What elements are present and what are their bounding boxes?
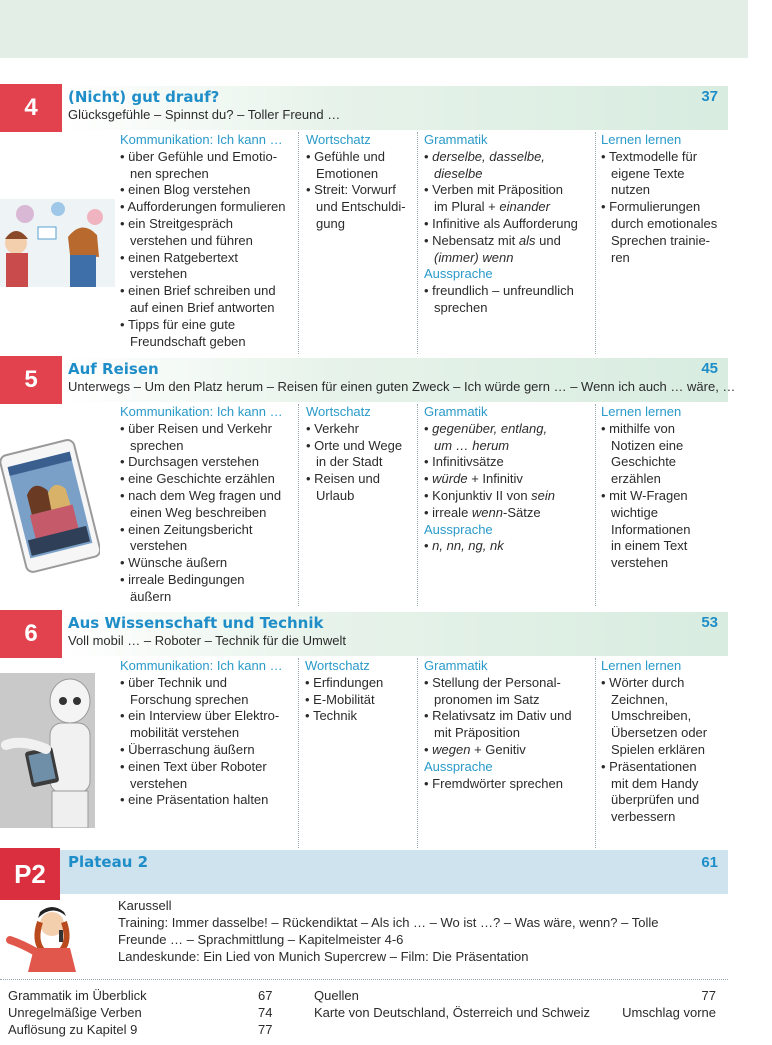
robot-photo (0, 673, 95, 828)
grammatik-heading: Grammatik (424, 658, 488, 673)
wortschatz-column (306, 404, 416, 505)
footer-divider (0, 979, 728, 980)
plateau-line: Freunde … – Sprachmittlung – Kapitelmeister 4-6 (118, 932, 404, 947)
column-divider (417, 658, 418, 848)
footer-page-number: Umschlag vorne (622, 1005, 716, 1020)
footer-left-pages (258, 987, 272, 1038)
plateau-number-badge: P2 (0, 848, 60, 900)
plateau-content (118, 897, 718, 965)
list-item: • Gefühle und Emotionen (306, 149, 416, 183)
footer-right-labels (314, 987, 590, 1021)
unit-subtitle: Voll mobil … – Roboter – Technik für die Umwelt (68, 633, 346, 648)
list-item: • Wünsche äußern (120, 555, 298, 572)
lernen-heading: Lernen lernen (601, 658, 682, 673)
aussprache-heading: Aussprache (424, 521, 493, 537)
list-item: • freundlich – unfreundlich sprechen (424, 283, 596, 317)
wortschatz-heading: Wortschatz (306, 132, 371, 147)
wortschatz-column (305, 658, 415, 725)
grammatik-list (424, 149, 596, 267)
aussprache-list (424, 283, 596, 317)
lernen-list (601, 675, 731, 826)
kommunikation-heading: Kommunikation: Ich kann … (120, 132, 283, 147)
unit-title[interactable]: Aus Wissenschaft und Technik (68, 614, 324, 632)
top-band (0, 0, 748, 58)
list-item: • irreale wenn-Sätze (424, 505, 596, 522)
aussprache-list (424, 776, 596, 793)
aussprache-heading: Aussprache (424, 758, 493, 774)
list-item: • Infinitivsätze (424, 454, 596, 471)
list-item: • Tipps für eine gute Freundschaft geben (120, 317, 298, 351)
column-divider (595, 658, 596, 848)
list-item: • Technik (305, 708, 415, 725)
list-item: • Relativsatz im Dativ und mit Präposition (424, 708, 596, 742)
lernen-list (601, 149, 731, 267)
grammatik-heading: Grammatik (424, 132, 488, 147)
footer-link[interactable]: Karte von Deutschland, Österreich und Schweiz (314, 1005, 591, 1020)
list-item: • eine Präsentation halten (120, 792, 298, 809)
list-item: • Fremdwörter sprechen (424, 776, 596, 793)
list-item: • über Gefühle und Emotio- nen sprechen (120, 149, 298, 183)
footer-link[interactable]: Unregelmäßige Verben (8, 1005, 142, 1020)
unit-4 (0, 84, 772, 354)
plateau-line: Karussell (118, 898, 172, 913)
list-item: • Textmodelle für eigene Texte nutzen (601, 149, 731, 199)
smartphone-illustration (0, 438, 100, 573)
column-divider (595, 404, 596, 606)
kommunikation-column (120, 132, 298, 350)
kommunikation-column (120, 404, 298, 606)
unit-subtitle: Glücksgefühle – Spinnst du? – Toller Freund … (68, 107, 341, 122)
plateau-header-band (60, 850, 728, 894)
kommunikation-column (120, 658, 298, 809)
list-item: • Präsentationen mit dem Handy überprüfen und verbessern (601, 759, 731, 826)
wortschatz-list (305, 675, 415, 725)
kommunikation-heading: Kommunikation: Ich kann … (120, 658, 283, 673)
plateau-line: Training: Immer dasselbe! – Rückendiktat – Als ich … – Wo ist …? – Was wäre, wenn? – Tolle (118, 915, 659, 930)
list-item: • einen Brief schreiben und auf einen Brief antworten (120, 283, 298, 317)
unit-5 (0, 356, 772, 606)
column-divider (417, 132, 418, 354)
kommunikation-heading: Kommunikation: Ich kann … (120, 404, 283, 419)
list-item: • derselbe, dasselbe, dieselbe (424, 149, 596, 183)
unit-page-number[interactable]: 53 (701, 614, 718, 631)
unit-number-badge: 4 (0, 84, 62, 132)
grammatik-column (424, 658, 596, 792)
plateau-title[interactable]: Plateau 2 (68, 853, 149, 871)
column-divider (298, 658, 299, 848)
list-item: • n, nn, ng, nk (424, 538, 596, 555)
friends-party-illustration (0, 199, 115, 287)
list-item: • einen Zeitungsbericht verstehen (120, 522, 298, 556)
lernen-column (601, 404, 731, 572)
grammatik-column (424, 132, 596, 317)
list-item: • Konjunktiv II von sein (424, 488, 596, 505)
list-item: • Wörter durch Zeichnen, Umschreiben, Übersetzen oder Spielen erklären (601, 675, 731, 759)
lernen-list (601, 421, 731, 572)
list-item: • einen Blog verstehen (120, 182, 298, 199)
column-divider (595, 132, 596, 354)
list-item: • Überraschung äußern (120, 742, 298, 759)
unit-6 (0, 610, 772, 850)
list-item: • eine Geschichte erzählen (120, 471, 298, 488)
column-divider (417, 404, 418, 606)
list-item: • gegenüber, entlang, um … herum (424, 421, 596, 455)
column-divider (298, 404, 299, 606)
wortschatz-heading: Wortschatz (305, 658, 370, 673)
list-item: • nach dem Weg fragen und einen Weg beschreiben (120, 488, 298, 522)
wortschatz-list (306, 421, 416, 505)
kommunikation-list (120, 421, 298, 606)
footer-page-number: 77 (701, 988, 716, 1003)
plateau-2 (0, 848, 772, 973)
list-item: • E-Mobilität (305, 692, 415, 709)
list-item: • irreale Bedingungen äußern (120, 572, 298, 606)
list-item: • Formulierungen durch emotionales Sprechen trainie- ren (601, 199, 731, 266)
list-item: • einen Ratgebertext verstehen (120, 250, 298, 284)
list-item: • ein Interview über Elektro- mobilität verstehen (120, 708, 298, 742)
girl-with-microphone-illustration (4, 900, 86, 972)
footer-page-number: 74 (258, 1005, 273, 1020)
footer-link[interactable]: Quellen (314, 988, 359, 1003)
unit-number-badge: 5 (0, 356, 62, 404)
list-item: • mit W-Fragen wichtige Informationen in einem Text verstehen (601, 488, 731, 572)
list-item: • Orte und Wege in der Stadt (306, 438, 416, 472)
footer-right-pages (622, 987, 716, 1021)
grammatik-list (424, 421, 596, 522)
grammatik-column (424, 404, 596, 555)
list-item: • wegen + Genitiv (424, 742, 596, 759)
wortschatz-column (306, 132, 416, 233)
list-item: • Durchsagen verstehen (120, 454, 298, 471)
list-item: • Verkehr (306, 421, 416, 438)
wortschatz-heading: Wortschatz (306, 404, 371, 419)
footer-left-labels (8, 987, 147, 1038)
wortschatz-list (306, 149, 416, 233)
lernen-heading: Lernen lernen (601, 132, 682, 147)
list-item: • ein Streitgespräch verstehen und führen (120, 216, 298, 250)
list-item: • Aufforderungen formulieren (120, 199, 298, 216)
list-item: • einen Text über Roboter verstehen (120, 759, 298, 793)
kommunikation-list (120, 149, 298, 351)
unit-number-badge: 6 (0, 610, 62, 658)
grammatik-list (424, 675, 596, 759)
list-item: • über Reisen und Verkehr sprechen (120, 421, 298, 455)
footer-link[interactable]: Grammatik im Überblick (8, 988, 147, 1003)
footer-page-number: 77 (258, 1022, 273, 1037)
lernen-column (601, 658, 731, 826)
list-item: • Streit: Vorwurf und Entschuldi- gung (306, 182, 416, 232)
unit-title[interactable]: Auf Reisen (68, 360, 159, 378)
lernen-heading: Lernen lernen (601, 404, 682, 419)
unit-page-number[interactable]: 45 (701, 360, 718, 377)
list-item: • Reisen und Urlaub (306, 471, 416, 505)
column-divider (298, 132, 299, 354)
lernen-column (601, 132, 731, 266)
unit-page-number[interactable]: 37 (701, 88, 718, 105)
kommunikation-list (120, 675, 298, 809)
list-item: • Verben mit Präposition im Plural + einander (424, 182, 596, 216)
footer-page-number: 67 (258, 988, 273, 1003)
footer-link[interactable]: Auflösung zu Kapitel 9 (8, 1022, 138, 1037)
aussprache-list (424, 538, 596, 555)
list-item: • Stellung der Personal- pronomen im Satz (424, 675, 596, 709)
list-item: • über Technik und Forschung sprechen (120, 675, 298, 709)
aussprache-heading: Aussprache (424, 266, 493, 282)
list-item: • Infinitive als Aufforderung (424, 216, 596, 233)
list-item: • Erfindungen (305, 675, 415, 692)
plateau-line: Landeskunde: Ein Lied von Munich Supercrew – Film: Die Präsentation (118, 949, 529, 964)
list-item: • mithilfe von Notizen eine Geschichte erzählen (601, 421, 731, 488)
list-item: • Nebensatz mit als und (immer) wenn (424, 233, 596, 267)
grammatik-heading: Grammatik (424, 404, 488, 419)
unit-subtitle: Unterwegs – Um den Platz herum – Reisen für einen guten Zweck – Ich würde gern … – Wenn ich auch … wäre, … (68, 379, 736, 394)
list-item: • würde + Infinitiv (424, 471, 596, 488)
unit-title[interactable]: (Nicht) gut drauf? (68, 88, 220, 106)
plateau-page-number[interactable]: 61 (701, 854, 718, 871)
